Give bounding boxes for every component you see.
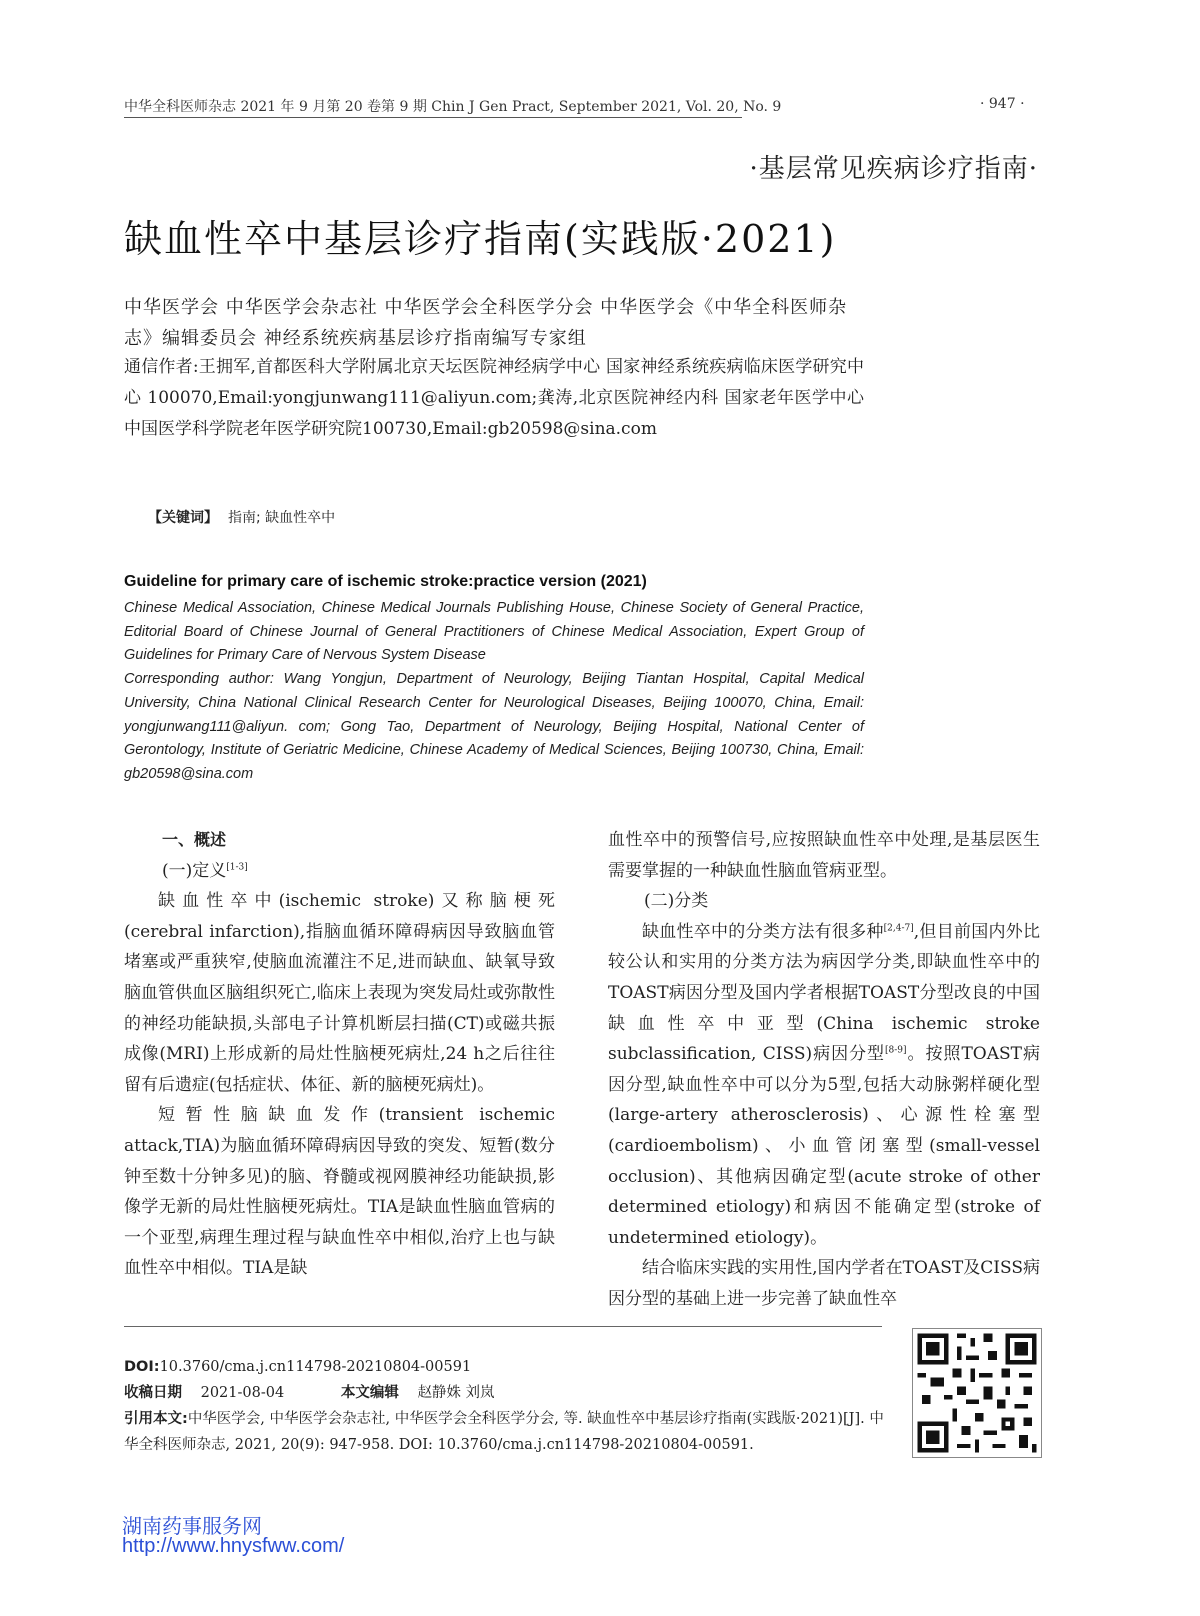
paragraph-tia-continued: 血性卒中的预警信号,应按照缺血性卒中处理,是基层医生需要掌握的一种缺血性脑血管病亚型。 (608, 830, 1040, 881)
footer-rule (124, 1326, 882, 1327)
editor-label: 本文编辑 (340, 1385, 399, 1401)
section-label: ·基层常见疾病诊疗指南· (749, 154, 1038, 184)
keywords (148, 507, 335, 527)
citation-definition: [1-3] (226, 861, 248, 872)
paragraph-tia: 短暂性脑缺血发作(transient ischemic attack,TIA)为脑血循环障碍病因导致的突发、短暂(数分钟至数十分钟多见)的脑、脊髓或视网膜神经功能缺损,影像学无新的局灶性脑梗死病灶。TIA是缺血性脑血管病的一个亚型,病理生理过程与缺血性卒中相似,治疗上也与缺血性卒中相似。TIA是缺 (124, 1105, 555, 1279)
received-label: 收稿日期 (124, 1385, 182, 1401)
corresponding-author: 通信作者:王拥军,首都医科大学附属北京天坛医院神经病学中心 国家神经系统疾病临床医学研究中心 100070,Email:yongjunwang111@aliyun.com;龚涛,北京医院神经内科 国家老年医学中心 中国医学科学院老年医学研究院100730,Email:gb20598@sina.com (124, 357, 864, 439)
citation-ciss: [8-9] (885, 1045, 907, 1056)
received-line (124, 1380, 884, 1406)
editor-names: 赵静姝 刘岚 (417, 1385, 495, 1401)
cite-text: 中华医学会, 中华医学会杂志社, 中华医学会全科医学分会, 等. 缺血性卒中基层诊疗指南(实践版·2021)[J]. 中华全科医师杂志, 2021, 20(9): 947-958. DOI: 10.3760/cma.j.cn114798-20210804-00591. (124, 1411, 884, 1453)
qr-code (912, 1328, 1042, 1458)
journal-header: 中华全科医师杂志 2021 年 9 月第 20 卷第 9 期 Chin J Gen Pract, September 2021, Vol. 20, No. 9 (124, 99, 782, 115)
header-rule (124, 117, 742, 118)
english-abstract (124, 597, 864, 787)
watermark-site-name: 湖南药事服务网 (122, 1514, 262, 1538)
keywords-value: 指南; 缺血性卒中 (228, 510, 336, 526)
english-title: Guideline for primary care of ischemic stroke:practice version (2021) (124, 573, 647, 590)
watermark-url[interactable]: http://www.hnysfww.com/ (122, 1535, 345, 1557)
keywords-label: 【关键词】 (148, 510, 218, 526)
citation-block (124, 1406, 884, 1458)
paragraph-definition: 缺血性卒中(ischemic stroke)又称脑梗死(cerebral infarction),指脑血循环障碍病因导致脑血管堵塞或严重狭窄,使脑血流灌注不足,进而缺血、缺氧导致脑血管供血区脑组织死亡,临床上表现为突发局灶或弥散性的神经功能缺损,头部电子计算机断层扫描(CT)或磁共振成像(MRI)上形成新的局灶性脑梗死病灶,24 h之后往往留有后遗症(包括症状、体征、新的脑梗死病灶)。 (124, 891, 555, 1095)
paragraph-classification: 缺血性卒中的分类方法有很多种[2,4-7],但目前国内外比较公认和实用的分类方法为病因学分类,即缺血性卒中的TOAST病因分型及国内学者根据TOAST分型改良的中国缺血性卒中亚型(China ischemic stroke subclassification, CISS)病因分型[8-9]。按照TOAST病因分型,缺血性卒中可以分为5型,包括大动脉粥样硬化型(large-artery atherosclerosis)、心源性栓塞型(cardioembolism)、小血管闭塞型(small-vessel occlusion)、其他病因确定型(acute stroke of other determined etiology)和病因不能确定型(stroke of undetermined etiology)。 (608, 921, 1040, 1248)
doi-line (124, 1354, 884, 1380)
heading-definition: (一)定义[1-3] (162, 860, 248, 881)
heading-overview: 一、概述 (162, 830, 227, 849)
article-title: 缺血性卒中基层诊疗指南(实践版·2021) (124, 217, 837, 261)
body-column-right (608, 825, 1040, 1315)
paragraph-practice: 结合临床实践的实用性,国内学者在TOAST及CISS病因分型的基础上进一步完善了缺血性卒 (608, 1258, 1040, 1309)
citation-classification: [2,4-7] (883, 923, 914, 934)
english-corresponding: Corresponding author: Wang Yongjun, Department of Neurology, Beijing Tiantan Hospital, Capital Medical University, China National Clinical Research Center for Neurological Diseases, Beijing 100070, China, Email: yongjunwang111@aliyun. com; Gong Tao, Department of Neurology, Beijing Hospital, National Center of Gerontology, Institute of Geriatric Medicine, Chinese Academy of Medical Sciences, Beijing 100730, China, Email: gb20598@sina.com (124, 671, 864, 782)
author-list: 中华医学会 中华医学会杂志社 中华医学会全科医学分会 中华医学会《中华全科医师杂志》编辑委员会 神经系统疾病基层诊疗指南编写专家组 (124, 297, 848, 349)
english-authors: Chinese Medical Association, Chinese Medical Journals Publishing House, Chinese Society of General Practice, Editorial Board of Chinese Journal of General Practitioners of Chinese Medical Association, Expert Group of Guidelines for Primary Care of Nervous System Disease (124, 600, 864, 664)
page-number: · 947 · (980, 96, 1025, 112)
doi-value: 10.3760/cma.j.cn114798-20210804-00591 (159, 1359, 472, 1375)
body-column-left (124, 825, 555, 1284)
doi-label: DOI: (124, 1359, 160, 1375)
received-date: 2021-08-04 (200, 1385, 285, 1401)
cite-label: 引用本文: (124, 1411, 188, 1427)
heading-classification: (二)分类 (644, 891, 709, 912)
